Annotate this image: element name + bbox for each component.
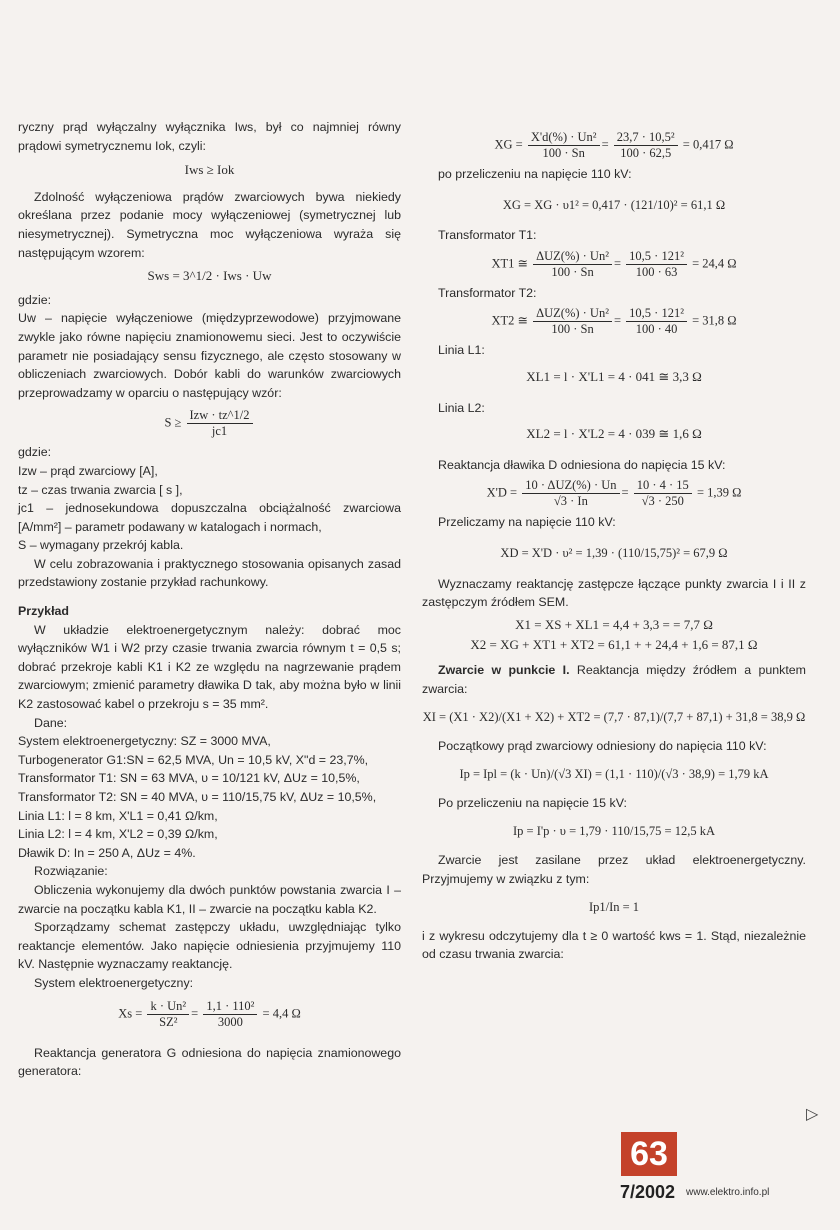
paragraph: Uw – napięcie wyłączeniowe (międzyprzewodowe) przyjmowane zwykle jako równe napięciu znamionowemu sieci. Jest to oczywiście parametr nie posiadający sensu fizycznego, ale często stosowany w obliczeniach zwarciowych. Dobór kabli do warunków zwarciowych przeprowadzamy w oparciu o następujący wzór: bbox=[18, 311, 401, 400]
equation-cable-section bbox=[18, 408, 401, 439]
data-line: Transformator T1: SN = 63 MVA, υ = 10/121 kV, ΔUz = 10,5%, bbox=[18, 771, 360, 786]
paragraph: Przeliczamy na napięcie 110 kV: bbox=[438, 515, 616, 530]
eq-result: = 0,417 Ω bbox=[682, 137, 734, 152]
website-url: www.elektro.info.pl bbox=[686, 1187, 770, 1198]
equation-x1: X1 = XS + XL1 = 4,4 + 3,3 = = 7,7 Ω bbox=[515, 616, 713, 632]
paragraph: Transformator T1: bbox=[438, 228, 537, 243]
bold-lead: Zwarcie w punkcie I. bbox=[438, 662, 570, 677]
equation-xi: XI = (X1 · X2)/(X1 + X2) + XT2 = (7,7 · 87,1)/(7,7 + 87,1) + 31,8 = 38,9 Ω bbox=[422, 710, 806, 725]
denominator: √3 · 250 bbox=[641, 494, 684, 509]
fraction bbox=[634, 478, 692, 509]
fraction bbox=[614, 130, 678, 161]
fraction bbox=[147, 999, 189, 1030]
paragraph: ryczny prąd wyłączalny wyłącznika Iws, był co najmniej równy prądowi symetrycznemu Iok, czyli: bbox=[18, 120, 401, 153]
equation-iws: Iws ≥ Iok bbox=[184, 162, 235, 178]
paragraph: Reaktancja generatora G odniesiona do napięcia znamionowego generatora: bbox=[18, 1045, 401, 1079]
denominator: 100 · Sn bbox=[551, 264, 594, 279]
eq-lhs: S ≥ bbox=[164, 415, 182, 430]
section-heading: Przykład bbox=[18, 604, 69, 619]
equation-xs: Xs = $\frac{\text{k · Un²}}{\text{SZ²}}$ = $\frac{\text{1,1 · 110²}}{3000}$ = 4,4 Ω bbox=[118, 998, 301, 1029]
paragraph: Reaktancja dławika D odniesiona do napięcia 15 kV: bbox=[438, 457, 726, 472]
definition: jc1 – jednosekundowa dopuszczalna obciążalność zwarciowa [A/mm²] – parametr podawany w katalogach i normach, bbox=[18, 501, 401, 534]
denominator: 100 · 40 bbox=[635, 322, 678, 337]
eq-lhs: XT2 ≅ bbox=[491, 313, 528, 328]
data-line: Linia L1: l = 8 km, X'L1 = 0,41 Ω/km, bbox=[18, 808, 218, 823]
definition: S – wymagany przekrój kabla. bbox=[18, 538, 184, 553]
continue-arrow-icon: ▷ bbox=[806, 1106, 819, 1123]
numerator: 10 · 4 · 15 bbox=[634, 478, 692, 494]
data-line: Linia L2: l = 4 km, X'L2 = 0,39 Ω/km, bbox=[18, 827, 218, 842]
issue-number: 7/2002 bbox=[620, 1182, 676, 1202]
definition: tz – czas trwania zwarcia [ s ], bbox=[18, 482, 183, 497]
fraction bbox=[533, 249, 612, 280]
eq-lhs: X'D = bbox=[486, 485, 518, 500]
data-line: Transformator T2: SN = 40 MVA, υ = 110/15,75 kV, ΔUz = 10,5%, bbox=[18, 790, 377, 804]
equation-xg-110: XG = XG · υ1² = 0,417 · (121/10)² = 61,1 Ω bbox=[502, 197, 726, 212]
numerator: 1,1 · 110² bbox=[203, 999, 257, 1015]
numerator: ΔUZ(%) · Un² bbox=[533, 249, 612, 265]
eq-lhs: Xs = bbox=[118, 1005, 143, 1020]
equation-xd-110: XD = X'D · υ² = 1,39 · (110/15,75)² = 67,9 Ω bbox=[500, 545, 728, 560]
paragraph: Linia L2: bbox=[438, 400, 485, 415]
numerator: Izw · tz^1/2 bbox=[187, 408, 253, 424]
data-line: Dławik D: In = 250 A, ΔUz = 4%. bbox=[18, 845, 196, 860]
numerator: k · Un² bbox=[147, 999, 189, 1015]
paragraph: Po przeliczeniu na napięcie 15 kV: bbox=[438, 795, 627, 810]
data-line: Turbogenerator G1:SN = 62,5 MVA, Un = 10,5 kV, X"d = 23,7%, bbox=[18, 752, 369, 767]
paragraph: Początkowy prąd zwarciowy odniesiony do napięcia 110 kV: bbox=[438, 738, 767, 753]
equation-xg: XG = $\frac{\text{X'd(\%) · Un²}}{100 \cdot Sn}$ = $\frac{\text{23,7 · 10,5²}}{100 \cdot 62,5}$ = 0,417 Ω bbox=[494, 130, 734, 160]
eq-result: = 31,8 Ω bbox=[692, 313, 737, 328]
equation-xt1: XT1 ≅ $\frac{\text{ΔUZ(\%) · Un²}}{100 \cdot Sn}$ = $\frac{\text{10,5 · 121²}}{100 \cdot 63}$ = 24,4 Ω bbox=[491, 248, 737, 279]
paragraph: Linia L1: bbox=[438, 343, 485, 358]
equation-ip: Ip = Ipl = (k · Un)/(√3 XI) = (1,1 · 110)/(√3 · 38,9) = 1,79 kA bbox=[459, 767, 769, 782]
numerator: 10,5 · 121² bbox=[626, 306, 687, 322]
eq-lhs: XT1 ≅ bbox=[491, 256, 528, 271]
denominator: √3 · In bbox=[553, 494, 588, 509]
fraction bbox=[533, 306, 612, 337]
paragraph: Transformator T2: bbox=[438, 285, 537, 300]
denominator: 100 · Sn bbox=[551, 322, 594, 337]
fraction bbox=[626, 249, 687, 280]
numerator: 10 · ΔUZ(%) · Un bbox=[522, 478, 619, 494]
fraction bbox=[522, 478, 619, 509]
paragraph: System elektroenergetyczny: bbox=[34, 975, 194, 990]
eq-result: = 24,4 Ω bbox=[692, 256, 737, 271]
equation-xl2: XL2 = l · X'L2 = 4 · 039 ≅ 1,6 Ω bbox=[526, 426, 702, 442]
paragraph: Sporządzamy schemat zastępczy układu, uwzględniając tylko reaktancje elementów. Jako napięcie odniesienia przyjmujemy 110 kV. Następnie wyznaczamy reaktancję. bbox=[18, 920, 401, 972]
paragraph: gdzie: bbox=[18, 292, 52, 307]
paragraph: Wyznaczamy reaktancję zastępcze łączące punkty zwarcia I i II z zastępczym źródłem SEM. bbox=[422, 576, 806, 610]
left-column bbox=[18, 118, 401, 1081]
definition: Izw – prąd zwarciowy [A], bbox=[18, 463, 158, 478]
fraction bbox=[203, 999, 257, 1030]
page-number-badge: 63 bbox=[621, 1132, 677, 1176]
eq-result: = 1,39 Ω bbox=[696, 485, 742, 500]
text: Reaktancja między źródłem a punktem zwarcia: bbox=[422, 662, 806, 696]
label: Dane: bbox=[34, 715, 68, 730]
numerator: 23,7 · 10,5² bbox=[614, 130, 678, 146]
denominator: 100 · 62,5 bbox=[620, 146, 672, 160]
paragraph: i z wykresu odczytujemy dla t ≥ 0 wartość kws = 1. Stąd, niezależnie od czasu trwania zwarcia: bbox=[422, 928, 806, 962]
data-line: System elektroenergetyczny: SZ = 3000 MVA, bbox=[18, 734, 271, 749]
denominator: jc1 bbox=[211, 424, 228, 439]
paragraph: Obliczenia wykonujemy dla dwóch punktów powstania zwarcia I – zwarcie na początku kabla K1, II – zwarcie na początku kabla K2. bbox=[18, 882, 401, 916]
equation-xl1: XL1 = l · X'L1 = 4 · 041 ≅ 3,3 Ω bbox=[526, 368, 702, 384]
numerator: 10,5 · 121² bbox=[626, 249, 687, 265]
fraction bbox=[528, 130, 600, 161]
equation-xt2: XT2 ≅ $\frac{\text{ΔUZ(\%) · Un²}}{100 \cdot Sn}$ = $\frac{\text{10,5 · 121²}}{100 \cdot 40}$ = 31,8 Ω bbox=[491, 306, 737, 337]
eq-result: = 4,4 Ω bbox=[262, 1005, 301, 1020]
paragraph bbox=[422, 661, 806, 698]
fraction bbox=[626, 306, 687, 337]
equation-ip-15kv: Ip = I'p · υ = 1,79 · 110/15,75 = 12,5 kA bbox=[512, 824, 716, 839]
paragraph: W układzie elektroenergetycznym należy: dobrać moc wyłączników W1 i W2 przy czasie trwania zwarcia równym t = 0,5 s; dobrać przekroje kabli K1 i K2 ze względu na nagrzewanie prądem zwarciowym; zmienić parametry dławika D tak, aby można było w linii K2 zastosować kabel o przekroju s = 35 mm². bbox=[18, 622, 401, 712]
denominator: 3000 bbox=[217, 1014, 243, 1029]
paragraph: Zwarcie jest zasilane przez układ elektroenergetyczny. Przyjmujemy w związku z tym: bbox=[422, 853, 806, 886]
denominator: 100 · 63 bbox=[635, 264, 678, 279]
equation-ratio: Ip1/In = 1 bbox=[588, 900, 640, 915]
label: Rozwiązanie: bbox=[34, 864, 108, 879]
numerator: ΔUZ(%) · Un² bbox=[533, 306, 612, 322]
eq-lhs: XG = bbox=[494, 137, 523, 152]
paragraph: W celu zobrazowania i praktycznego stosowania opisanych zasad przedstawiony zostanie przykład rachunkowy. bbox=[18, 556, 401, 590]
numerator: X'd(%) · Un² bbox=[528, 130, 600, 146]
right-column bbox=[422, 126, 806, 964]
paragraph: gdzie: bbox=[18, 445, 52, 460]
paragraph: po przeliczeniu na napięcie 110 kV: bbox=[438, 167, 632, 181]
denominator: 100 · Sn bbox=[542, 146, 585, 160]
equation-xd: X'D = $\frac{\text{10 · ΔUZ(\%) · Un}}{√3 \cdot In}$ = $\frac{10 \cdot 4 \cdot 15}{√3 \cdot 250}$ = 1,39 Ω bbox=[486, 478, 742, 509]
paragraph: Zdolność wyłączeniowa prądów zwarciowych bywa niekiedy określana przez podanie mocy wyłączeniowej (symetrycznej lub niesymetrycznej). Symetryczna moc wyłączeniowa wyraża się następującym wzorem: bbox=[18, 189, 401, 260]
equation-sws: Sws = 3^1/2 · Iws · Uw bbox=[147, 268, 272, 284]
fraction bbox=[187, 408, 253, 439]
equation-x2: X2 = XG + XT1 + XT2 = 61,1 + + 24,4 + 1,6 = 87,1 Ω bbox=[470, 637, 758, 653]
denominator: SZ² bbox=[159, 1014, 178, 1029]
